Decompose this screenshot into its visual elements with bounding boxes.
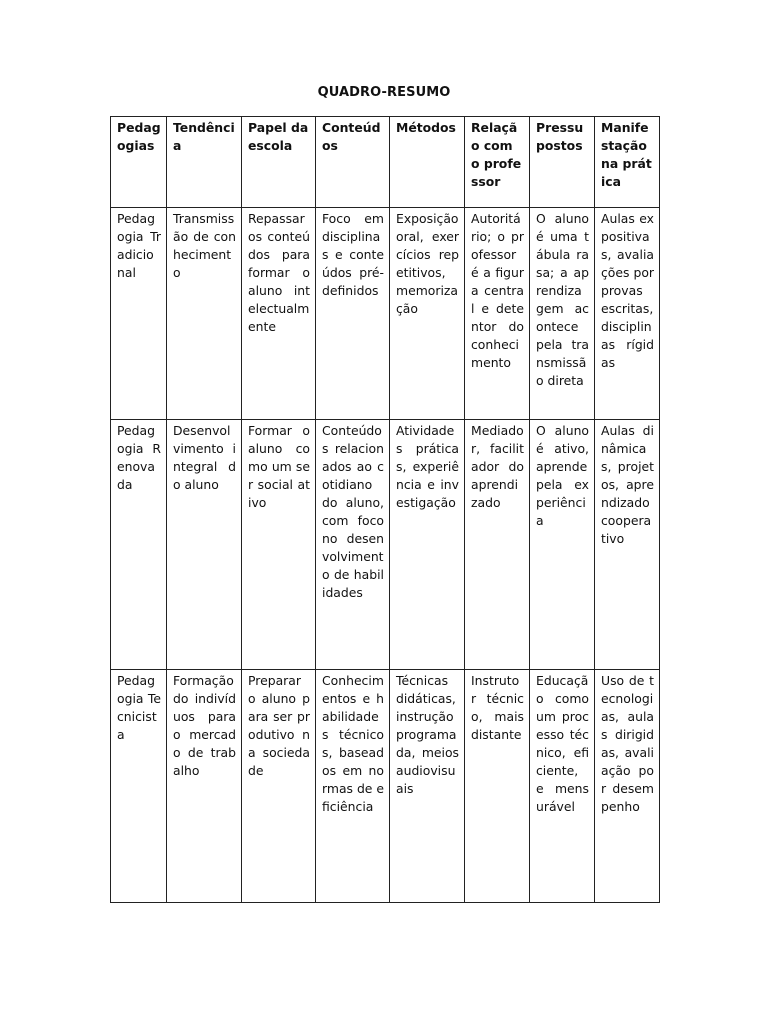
- table-cell: Pedagogia Renovada: [111, 420, 167, 670]
- column-header: Tendência: [167, 117, 242, 208]
- table-cell: Conteúdos relacionados ao cotidiano do aluno, com foco no desenvolvimento de habilidades: [316, 420, 390, 670]
- table-header-row: [111, 117, 660, 208]
- table-cell: Instrutor técnico, mais distante: [465, 670, 530, 903]
- table-cell: Educação como um processo técnico, eficiente, e mensurável: [530, 670, 595, 903]
- table-cell: Conhecimentos e habilidades técnicos, baseados em normas de eficiência: [316, 670, 390, 903]
- table-cell: Formação do indivíduos para o mercado de trabalho: [167, 670, 242, 903]
- table-row: [111, 208, 660, 420]
- table-cell: Preparar o aluno para ser produtivo na sociedade: [242, 670, 316, 903]
- column-header: Pedagogias: [111, 117, 167, 208]
- table-cell: Mediador, facilitador do aprendizado: [465, 420, 530, 670]
- table-cell: Pedagogia Tradicional: [111, 208, 167, 420]
- table-cell: Repassar os conteúdos para formar o aluno intelectualmente: [242, 208, 316, 420]
- table-cell: Autoritário; o professor é a figura central e detentor do conhecimento: [465, 208, 530, 420]
- table-cell: Atividades práticas, experiência e investigação: [390, 420, 465, 670]
- table-cell: Desenvolvimento integral do aluno: [167, 420, 242, 670]
- column-header: Relação com o professor: [465, 117, 530, 208]
- table-cell: O aluno é ativo, aprende pela experiência: [530, 420, 595, 670]
- table-cell: Formar o aluno como um ser social ativo: [242, 420, 316, 670]
- column-header: Papel da escola: [242, 117, 316, 208]
- column-header: Conteúdos: [316, 117, 390, 208]
- table-cell: Transmissão de conhecimento: [167, 208, 242, 420]
- table-row: [111, 670, 660, 903]
- column-header: Pressupostos: [530, 117, 595, 208]
- table-cell: Técnicas didáticas, instrução programada, meios audiovisuais: [390, 670, 465, 903]
- table-cell: Uso de tecnologias, aulas dirigidas, avaliação por desempenho: [595, 670, 660, 903]
- table-cell: Aulas expositivas, avaliações por provas escritas, disciplinas rígidas: [595, 208, 660, 420]
- table-cell: Foco em disciplinas e conteúdos pré-definidos: [316, 208, 390, 420]
- table-row: [111, 420, 660, 670]
- summary-table: [110, 116, 660, 903]
- column-header: Manifestação na prática: [595, 117, 660, 208]
- table-cell: O aluno é uma tábula rasa; a aprendizagem acontece pela transmissão direta: [530, 208, 595, 420]
- column-header: Métodos: [390, 117, 465, 208]
- table-cell: Aulas dinâmicas, projetos, aprendizado cooperativo: [595, 420, 660, 670]
- document-title: QUADRO-RESUMO: [317, 85, 451, 100]
- table-cell: Pedagogia Tecnicista: [111, 670, 167, 903]
- table-cell: Exposição oral, exercícios repetitivos, memorização: [390, 208, 465, 420]
